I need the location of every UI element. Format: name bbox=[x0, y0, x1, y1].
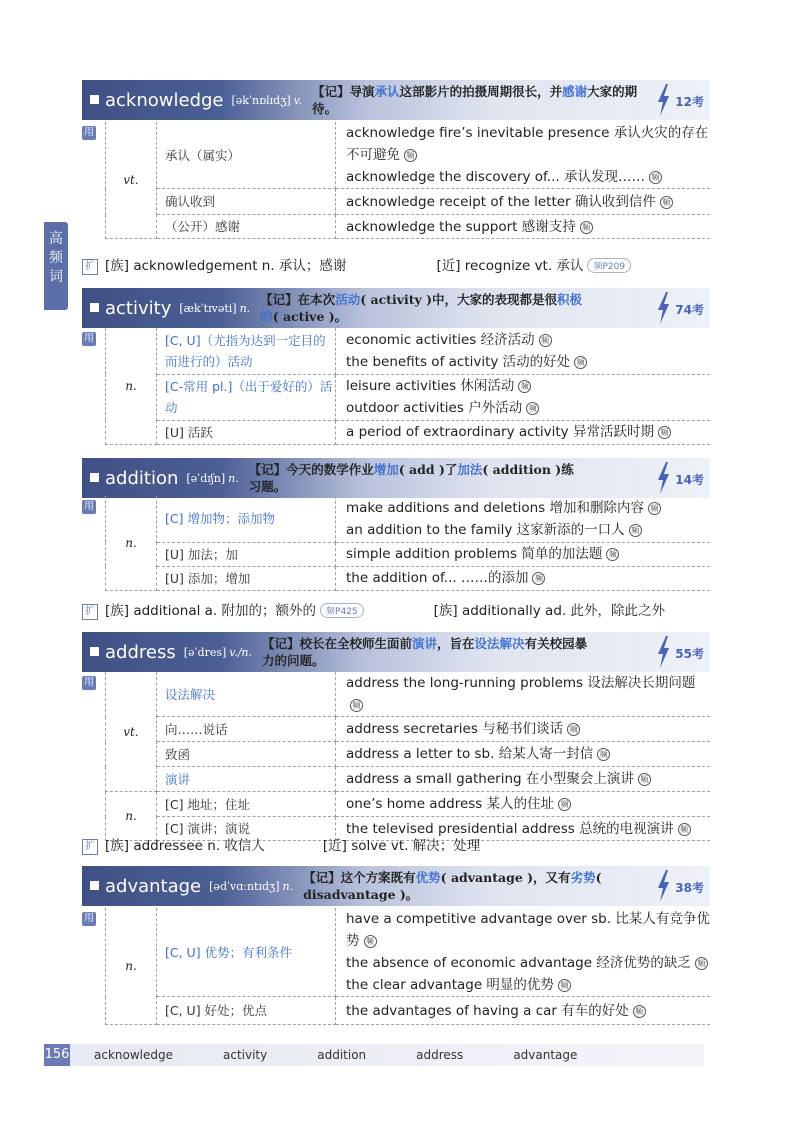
example-text: economic activities 经济活动 bbox=[346, 331, 535, 348]
phonetic bbox=[232, 94, 303, 107]
part-of-speech: n. bbox=[239, 301, 251, 315]
frequency-mark-icon: 频 bbox=[526, 402, 539, 415]
example-phrase bbox=[346, 397, 710, 419]
phonetic-text: [ədˈvɑːntɪdʒ] bbox=[209, 879, 280, 893]
example-cell bbox=[336, 767, 711, 792]
exam-frequency: 55考 bbox=[675, 647, 704, 661]
footer-word: activity bbox=[223, 1048, 268, 1062]
usage-pos: n. bbox=[106, 792, 157, 841]
frequency-mark-icon: 频 bbox=[658, 426, 671, 439]
memory-tip-keyword: 加法 bbox=[457, 462, 483, 477]
entry-header bbox=[82, 458, 710, 498]
memory-tip-text: ( advantage )，又有 bbox=[440, 870, 571, 885]
section-tab-char: 高 bbox=[49, 231, 63, 247]
example-cell bbox=[336, 742, 711, 767]
frequency-mark-icon: 频 bbox=[633, 1005, 646, 1018]
sense-label: [C] 地址；住址 bbox=[157, 792, 336, 817]
usage-icon: 用 bbox=[84, 333, 94, 344]
headword bbox=[82, 642, 176, 663]
sense-row bbox=[106, 420, 711, 444]
lightning-icon bbox=[656, 84, 670, 116]
word-entry bbox=[82, 80, 710, 274]
frequency-mark-icon: 频 bbox=[597, 748, 610, 761]
derived-word: [族] addressee n. 收信人 bbox=[105, 838, 265, 854]
example-text: the televised presidential address 总统的电视演讲 bbox=[346, 820, 674, 837]
usage-pos: n. bbox=[106, 496, 157, 590]
example-phrase bbox=[346, 166, 710, 188]
usage-icon: 用 bbox=[84, 127, 94, 138]
example-cell bbox=[336, 792, 711, 817]
sense-label: 承认（属实） bbox=[157, 122, 336, 189]
frequency-mark-icon: 频 bbox=[649, 171, 662, 184]
example-phrase bbox=[346, 216, 710, 238]
phonetic bbox=[209, 880, 293, 893]
section-tab bbox=[44, 222, 68, 310]
headword bbox=[82, 876, 201, 897]
sense-row bbox=[106, 215, 711, 239]
usage-table bbox=[105, 496, 710, 591]
frequency-mark-icon: 频 bbox=[532, 572, 545, 585]
sense-row bbox=[106, 328, 711, 374]
section-tab-char: 词 bbox=[49, 269, 63, 285]
word-entry bbox=[82, 632, 710, 854]
memory-tip-keyword: 积极的 bbox=[260, 292, 583, 324]
sense-label: 致函 bbox=[157, 742, 336, 767]
example-cell bbox=[336, 122, 711, 189]
example-text: address the long-running problems 设法解决长期问题 bbox=[346, 675, 696, 691]
example-phrase bbox=[346, 952, 710, 974]
sense-label: [U] 活跃 bbox=[157, 420, 336, 444]
usage-table bbox=[105, 908, 710, 1025]
memory-tip-keyword: 优势 bbox=[415, 870, 441, 885]
footer-word: addition bbox=[317, 1048, 367, 1062]
example-phrase bbox=[346, 974, 710, 996]
footer-word: acknowledge bbox=[94, 1048, 173, 1062]
exam-frequency: 74考 bbox=[675, 303, 704, 317]
example-text: acknowledge the discovery of... 承认发现…… bbox=[346, 169, 645, 185]
page-reference-link[interactable]: 频P209 bbox=[587, 258, 631, 273]
usage-pos: n. bbox=[106, 908, 157, 1025]
frequency-mark-icon: 频 bbox=[404, 149, 417, 162]
word-entry bbox=[82, 866, 710, 1019]
memory-tip bbox=[262, 635, 592, 669]
sense-row bbox=[106, 122, 711, 189]
extension-line bbox=[82, 599, 665, 620]
sense-label: [C] 演讲；演说 bbox=[157, 817, 336, 841]
footer-word: advantage bbox=[513, 1048, 578, 1062]
phonetic-text: [əˈdɪʃn] bbox=[186, 471, 226, 485]
memory-tip bbox=[249, 461, 579, 495]
example-phrase bbox=[346, 672, 710, 716]
example-text: address secretaries 与秘书们谈话 bbox=[346, 721, 564, 737]
example-phrase bbox=[346, 375, 710, 397]
example-phrase bbox=[346, 743, 710, 765]
frequency-mark-icon: 频 bbox=[539, 334, 552, 347]
example-text: make additions and deletions 增加和删除内容 bbox=[346, 499, 645, 516]
related-word: [近] recognize vt. 承认 bbox=[436, 258, 584, 274]
memory-tip-keyword: 承认 bbox=[374, 84, 400, 99]
example-cell bbox=[336, 542, 711, 566]
frequency-mark-icon: 频 bbox=[567, 723, 580, 736]
section-tab-char: 频 bbox=[49, 250, 63, 266]
frequency-mark-icon: 频 bbox=[660, 196, 673, 209]
bullet-square-icon bbox=[90, 303, 99, 312]
page-footer bbox=[44, 1044, 704, 1066]
derived-word: [族] acknowledgement n. 承认；感谢 bbox=[105, 258, 347, 274]
extension-icon: 扩 bbox=[82, 259, 98, 275]
example-phrase bbox=[346, 793, 710, 815]
headword-text: acknowledge bbox=[105, 89, 224, 111]
extension-line bbox=[82, 254, 631, 275]
sense-row bbox=[106, 767, 711, 792]
part-of-speech: n. bbox=[228, 471, 239, 485]
sense-row bbox=[106, 742, 711, 767]
part-of-speech: n. bbox=[282, 879, 294, 893]
example-text: the absence of economic advantage 经济优势的缺乏 bbox=[346, 955, 691, 971]
example-cell bbox=[336, 717, 711, 742]
phonetic-text: [əˈdres] bbox=[183, 645, 227, 659]
headword-text: activity bbox=[105, 297, 172, 319]
memory-tip-text: ( add )了 bbox=[398, 462, 458, 477]
exam-frequency: 38考 bbox=[675, 881, 704, 895]
example-cell bbox=[336, 496, 711, 542]
bullet-square-icon bbox=[90, 647, 99, 656]
headword-text: addition bbox=[105, 467, 179, 489]
part-of-speech: v. bbox=[293, 93, 303, 107]
example-text: acknowledge the support 感谢支持 bbox=[346, 218, 576, 235]
example-phrase bbox=[346, 351, 710, 373]
example-phrase bbox=[346, 497, 710, 519]
derived-word: [族] additional a. 附加的；额外的 bbox=[105, 603, 317, 619]
headword-text: address bbox=[105, 641, 176, 663]
frequency-mark-icon: 频 bbox=[678, 823, 691, 836]
sense-label: 确认收到 bbox=[157, 189, 336, 215]
memory-tip-text: 大家的期待。 bbox=[312, 84, 638, 116]
lightning-icon bbox=[656, 636, 670, 668]
example-text: the clear advantage 明显的优势 bbox=[346, 977, 554, 993]
example-cell bbox=[336, 997, 711, 1025]
memory-tip-text: ，旨在 bbox=[437, 636, 475, 651]
lightning-icon bbox=[656, 462, 670, 494]
bullet-square-icon bbox=[90, 473, 99, 482]
sense-row bbox=[106, 496, 711, 542]
extension-icon: 扩 bbox=[82, 839, 98, 855]
frequency-mark-icon: 频 bbox=[638, 773, 651, 786]
frequency-mark-icon: 频 bbox=[695, 957, 708, 970]
memory-tip-keyword: 劣势 bbox=[570, 870, 596, 885]
example-cell bbox=[336, 566, 711, 590]
sense-row bbox=[106, 189, 711, 215]
example-cell bbox=[336, 328, 711, 374]
usage-table bbox=[105, 328, 710, 445]
bullet-square-icon bbox=[90, 95, 99, 104]
frequency-mark-icon: 频 bbox=[558, 798, 571, 811]
sense-label: [C, U] 优势；有利条件 bbox=[157, 908, 336, 997]
usage-icon: 用 bbox=[84, 501, 94, 512]
example-text: an addition to the family 这家新添的一口人 bbox=[346, 521, 625, 538]
example-phrase bbox=[346, 1000, 710, 1022]
example-cell bbox=[336, 908, 711, 997]
example-text: have a competitive advantage over sb. 比某人有竞争优势 bbox=[346, 911, 710, 949]
sense-label: 向……说话 bbox=[157, 717, 336, 742]
phonetic-text: [əkˈnɒlɪdʒ] bbox=[231, 93, 291, 107]
usage-icon: 用 bbox=[84, 913, 94, 924]
page-number: 156 bbox=[44, 1044, 70, 1066]
example-phrase bbox=[346, 191, 710, 213]
example-phrase bbox=[346, 519, 710, 541]
sense-label: 设法解决 bbox=[157, 672, 336, 717]
word-entry bbox=[82, 458, 710, 619]
usage-pos: vt. bbox=[106, 122, 157, 239]
frequency-mark-icon: 频 bbox=[518, 380, 531, 393]
example-text: leisure activities 休闲活动 bbox=[346, 378, 515, 394]
memory-tip-text: ( disadvantage )。 bbox=[303, 870, 602, 902]
memory-tip-text: 这部影片的拍摄周期很长，并 bbox=[399, 84, 563, 99]
lightning-icon bbox=[656, 870, 670, 902]
sense-label: 演讲 bbox=[157, 767, 336, 792]
memory-tip bbox=[303, 869, 633, 903]
example-text: outdoor activities 户外活动 bbox=[346, 400, 523, 416]
frequency-mark-icon: 频 bbox=[350, 699, 363, 712]
sense-label: [C, U] 好处；优点 bbox=[157, 997, 336, 1025]
usage-pos: n. bbox=[106, 328, 157, 444]
example-text: the benefits of activity 活动的好处 bbox=[346, 353, 571, 370]
memory-tip-text: 【记】今天的数学作业 bbox=[248, 462, 374, 477]
exam-frequency: 12考 bbox=[675, 95, 704, 109]
example-cell bbox=[336, 189, 711, 215]
example-phrase bbox=[346, 567, 710, 589]
phonetic bbox=[179, 302, 250, 315]
headword bbox=[82, 298, 171, 319]
headword-text: advantage bbox=[105, 875, 202, 897]
memory-tip bbox=[260, 291, 590, 325]
example-text: acknowledge receipt of the letter 确认收到信件 bbox=[346, 193, 656, 210]
memory-tip-keyword: 设法解决 bbox=[474, 636, 525, 651]
extension-line bbox=[82, 834, 480, 855]
page-reference-link[interactable]: 频P425 bbox=[320, 603, 364, 618]
frequency-mark-icon: 频 bbox=[574, 356, 587, 369]
sense-label: （公开）感谢 bbox=[157, 215, 336, 239]
example-text: address a letter to sb. 给某人寄一封信 bbox=[346, 746, 594, 762]
memory-tip-text: ( addition )练习题。 bbox=[248, 462, 574, 494]
phonetic-text: [ækˈtɪvəti] bbox=[179, 301, 237, 315]
extension-icon: 扩 bbox=[82, 604, 98, 620]
memory-tip-text: 有关校园暴力的问题。 bbox=[262, 636, 588, 668]
example-phrase bbox=[346, 122, 710, 166]
example-text: address a small gathering 在小型聚会上演讲 bbox=[346, 771, 634, 787]
example-phrase bbox=[346, 908, 710, 952]
frequency-mark-icon: 频 bbox=[648, 502, 661, 515]
example-cell bbox=[336, 215, 711, 239]
memory-tip-keyword: 活动 bbox=[335, 292, 361, 307]
sense-row bbox=[106, 672, 711, 717]
example-phrase bbox=[346, 329, 710, 351]
usage-pos: vt. bbox=[106, 672, 157, 792]
memory-tip-keyword: 演讲 bbox=[412, 636, 438, 651]
example-phrase bbox=[346, 718, 710, 740]
example-cell bbox=[336, 374, 711, 420]
entry-header bbox=[82, 632, 710, 672]
frequency-mark-icon: 频 bbox=[558, 979, 571, 992]
frequency-mark-icon: 频 bbox=[606, 548, 619, 561]
memory-tip-text: 【记】在本次 bbox=[260, 292, 336, 307]
example-text: one’s home address 某人的住址 bbox=[346, 796, 555, 812]
lightning-icon bbox=[656, 292, 670, 324]
word-entry bbox=[82, 288, 710, 440]
example-text: the advantages of having a car 有车的好处 bbox=[346, 1002, 629, 1019]
frequency-mark-icon: 频 bbox=[364, 935, 377, 948]
entry-header bbox=[82, 866, 710, 906]
sense-row bbox=[106, 374, 711, 420]
memory-tip bbox=[312, 83, 642, 117]
sense-label: [C, U]（尤指为达到一定目的而进行的）活动 bbox=[157, 328, 336, 374]
phonetic bbox=[184, 646, 252, 659]
usage-table bbox=[105, 122, 710, 239]
sense-label: [U] 添加；增加 bbox=[157, 566, 336, 590]
frequency-mark-icon: 频 bbox=[629, 524, 642, 537]
headword bbox=[82, 90, 224, 111]
phonetic bbox=[186, 472, 238, 485]
footer-word: address bbox=[416, 1048, 464, 1062]
part-of-speech: v./n. bbox=[229, 645, 252, 659]
sense-label: [U] 加法；加 bbox=[157, 542, 336, 566]
sense-row bbox=[106, 997, 711, 1025]
memory-tip-text: 【记】导演 bbox=[312, 84, 375, 99]
memory-tip-text: ( activity )中，大家的表现都是很 bbox=[360, 292, 558, 307]
memory-tip-keyword: 增加 bbox=[373, 462, 399, 477]
example-text: simple addition problems 简单的加法题 bbox=[346, 546, 603, 562]
sense-label: [C] 增加物；添加物 bbox=[157, 496, 336, 542]
memory-tip-keyword: 感谢 bbox=[562, 84, 588, 99]
example-text: the addition of... ……的添加 bbox=[346, 570, 529, 586]
memory-tip-text: ( active )。 bbox=[272, 309, 348, 324]
related-word: [近] solve vt. 解决；处理 bbox=[322, 838, 481, 854]
example-phrase bbox=[346, 421, 710, 443]
exam-frequency: 14考 bbox=[675, 473, 704, 487]
example-phrase bbox=[346, 543, 710, 565]
example-phrase bbox=[346, 768, 710, 790]
memory-tip-text: 【记】校长在全校师生面前 bbox=[262, 636, 413, 651]
sense-row bbox=[106, 542, 711, 566]
example-text: acknowledge fire’s inevitable presence 承认火灾的存在不可避免 bbox=[346, 125, 709, 163]
related-word: [族] additionally ad. 此外，除此之外 bbox=[433, 603, 665, 619]
entry-header bbox=[82, 80, 710, 120]
headword bbox=[82, 468, 178, 489]
example-cell bbox=[336, 672, 711, 717]
example-text: a period of extraordinary activity 异常活跃时期 bbox=[346, 424, 654, 440]
memory-tip-text: 【记】这个方案既有 bbox=[303, 870, 416, 885]
sense-row bbox=[106, 792, 711, 817]
sense-row bbox=[106, 566, 711, 590]
example-cell bbox=[336, 420, 711, 444]
frequency-mark-icon: 频 bbox=[580, 221, 593, 234]
sense-label: [C-常用 pl.]（出于爱好的）活动 bbox=[157, 374, 336, 420]
usage-table bbox=[105, 672, 710, 841]
sense-row bbox=[106, 908, 711, 997]
bullet-square-icon bbox=[90, 881, 99, 890]
entry-header bbox=[82, 288, 710, 328]
usage-icon: 用 bbox=[84, 677, 94, 688]
sense-row bbox=[106, 717, 711, 742]
